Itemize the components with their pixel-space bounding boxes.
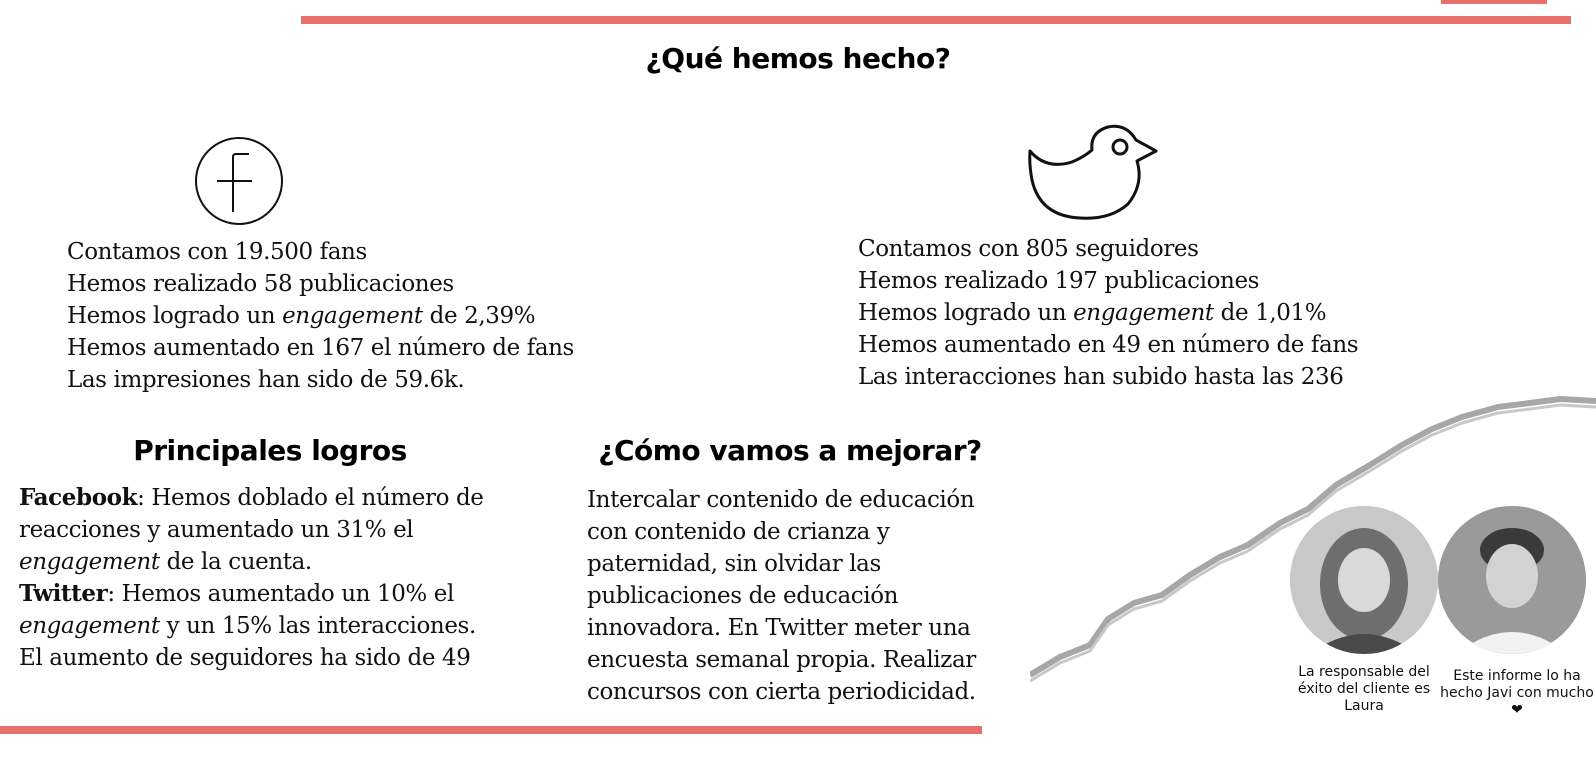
mejorar-heading: ¿Cómo vamos a mejorar? bbox=[598, 434, 982, 467]
twitter-stats-list bbox=[858, 233, 1358, 393]
facebook-stat-engagement: Hemos logrado un engagement de 2,39% bbox=[67, 303, 536, 329]
facebook-stat-fans: Contamos con 19.500 fans bbox=[67, 239, 367, 265]
top-accent-bar bbox=[301, 16, 1571, 24]
twitter-bird-icon bbox=[1026, 124, 1162, 224]
twitter-stat-engagement: Hemos logrado un engagement de 1,01% bbox=[858, 300, 1327, 326]
twitter-stat-growth: Hemos aumentado en 49 en número de fans bbox=[858, 332, 1359, 358]
facebook-stats-list bbox=[67, 236, 574, 396]
facebook-icon bbox=[193, 135, 285, 227]
twitter-stat-posts: Hemos realizado 197 publicaciones bbox=[858, 268, 1260, 294]
logros-followers: El aumento de seguidores ha sido de 49 bbox=[19, 645, 471, 671]
avatar-laura bbox=[1290, 506, 1438, 654]
twitter-stat-followers: Contamos con 805 seguidores bbox=[858, 236, 1199, 262]
logros-twitter-label: Twitter bbox=[19, 580, 108, 607]
mejorar-text: Intercalar contenido de educación con contenido de crianza y paternidad, sin olvidar las publicaciones de educación innovadora. En Twitter meter una encuesta semanal propia. Realizar concursos con cierta periodicidad. bbox=[587, 487, 976, 705]
caption-javi: Este informe lo ha hecho Javi con mucho ❤ bbox=[1440, 668, 1594, 718]
facebook-stat-growth: Hemos aumentado en 167 el número de fans bbox=[67, 335, 574, 361]
bottom-accent-bar bbox=[0, 726, 982, 734]
facebook-stat-impressions: Las impresiones han sido de 59.6k. bbox=[67, 367, 465, 393]
logros-text: Facebook: Hemos doblado el número de reacciones y aumentado un 31% el engagement de la cuenta. Twitter: Hemos aumentado un 10% el engagement y un 15% las interacciones. El aumento de seguidores ha sido de 49 bbox=[19, 484, 484, 671]
twitter-stat-interactions: Las interacciones han subido hasta las 236 bbox=[858, 364, 1344, 390]
logros-heading: Principales logros bbox=[133, 434, 407, 467]
caption-laura: La responsable del éxito del cliente es Laura bbox=[1297, 664, 1431, 714]
facebook-stat-posts: Hemos realizado 58 publicaciones bbox=[67, 271, 454, 297]
top-accent-tab bbox=[1441, 0, 1547, 4]
avatar-javi bbox=[1438, 506, 1586, 654]
page-title: ¿Qué hemos hecho? bbox=[645, 42, 951, 75]
logros-facebook-label: Facebook bbox=[19, 484, 138, 511]
